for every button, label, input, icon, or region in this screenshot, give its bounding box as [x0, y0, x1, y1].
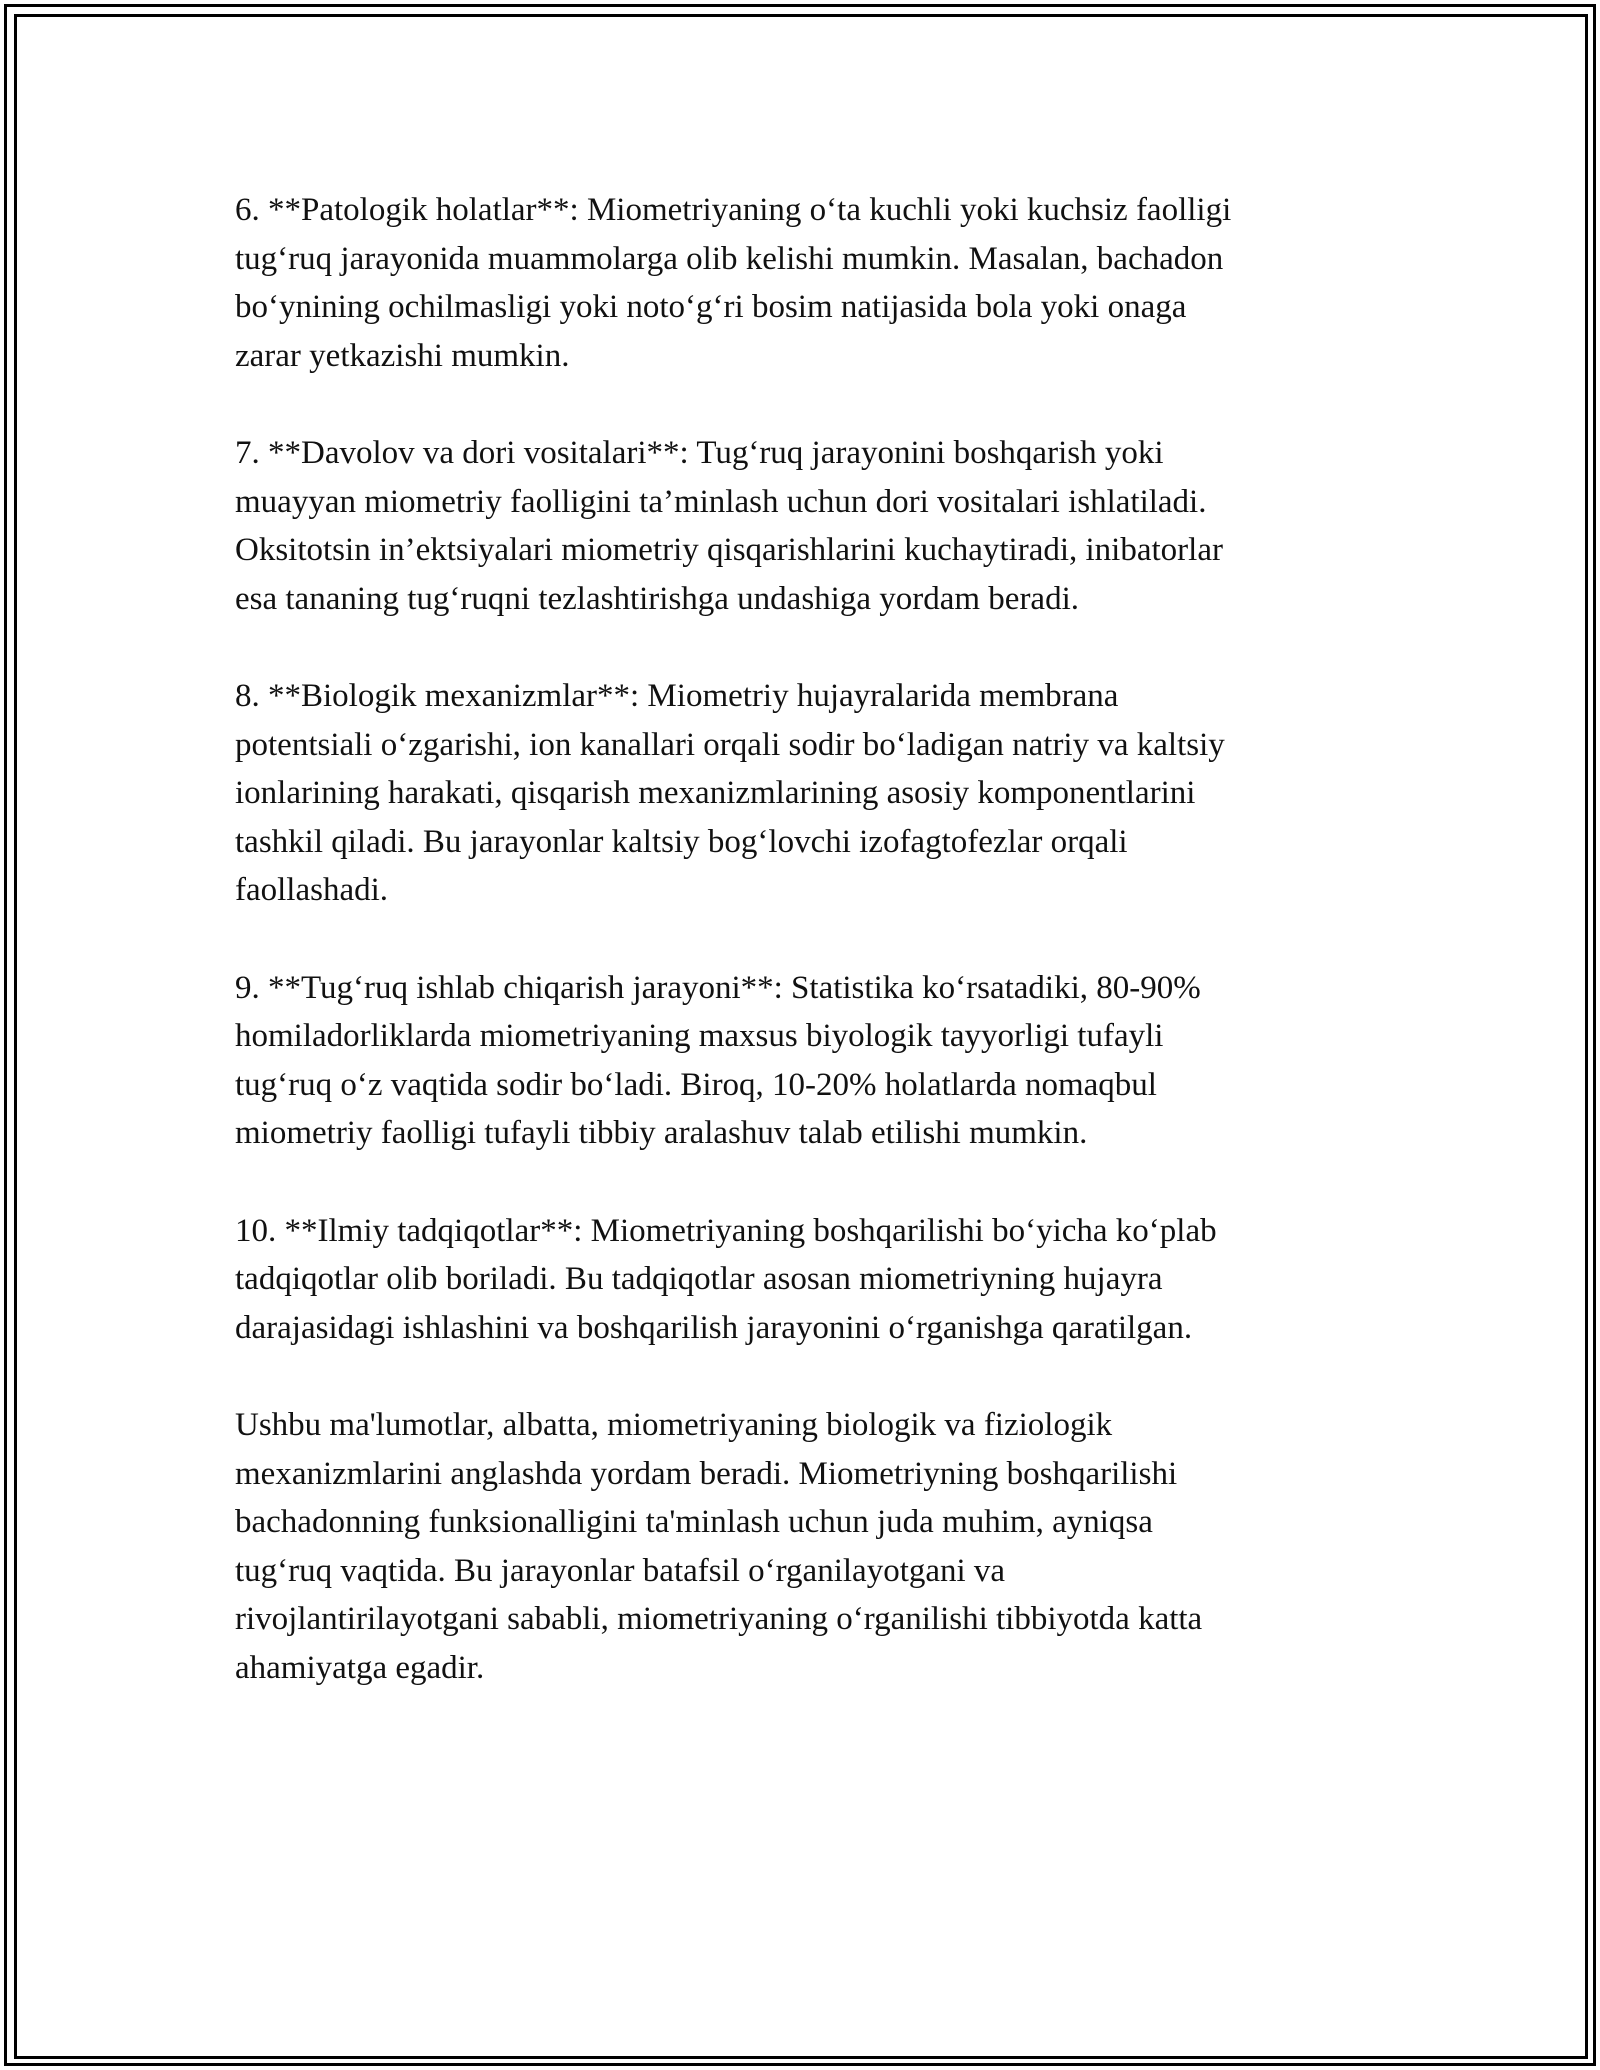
paragraph-biological-mechanisms: 8. **Biologik mexanizmlar**: Miometriy hujayralarida membrana potentsiali o‘zgarishi, ion kanallari orqali sodir bo‘ladigan natriy va kaltsiy ionlarining harakati, qisqarish mexanizmlarining asosiy komponentlarini tashkil qiladi. Bu jarayonlar kaltsiy bog‘lovchi izofagtofezlar orqali faollashadi. — [235, 678, 1225, 908]
document-body — [235, 186, 1385, 1741]
paragraph-labor-process: 9. **Tug‘ruq ishlab chiqarish jarayoni**: Statistika ko‘rsatadiki, 80-90% homiladorliklarda miometriyaning maxsus biyologik tayyorligi tufayli tug‘ruq o‘z vaqtida sodir bo‘ladi. Biroq, 10-20% holatlarda nomaqbul miometriy faolligi tufayli tibbiy aralashuv talab etilishi mumkin. — [235, 969, 1201, 1151]
paragraph-pathological-conditions: 6. **Patologik holatlar**: Miometriyaning o‘ta kuchli yoki kuchsiz faolligi tug‘ruq jarayonida muammolarga olib kelishi mumkin. Masalan, bachadon bo‘ynining ochilmasligi yoki noto‘g‘ri bosim natijasida bola yoki onaga zarar yetkazishi mumkin. — [235, 192, 1232, 374]
paragraph-treatment-medications: 7. **Davolov va dori vositalari**: Tug‘ruq jarayonini boshqarish yoki muayyan miometriy faolligini ta’minlash uchun dori vositalari ishlatiladi. Oksitotsin in’ektsiyalari miometriy qisqarishlarini kuchaytiradi, inibatorlar esa tananing tug‘ruqni tezlashtirishga undashiga yordam beradi. — [235, 435, 1223, 617]
paragraph-conclusion: Ushbu ma'lumotlar, albatta, miometriyaning biologik va fiziologik mexanizmlarini anglashda yordam beradi. Miometriyning boshqarilishi bachadonning funksionalligini ta'minlash uchun juda muhim, ayniqsa tug‘ruq vaqtida. Bu jarayonlar batafsil o‘rganilayotgani va rivojlantirilayotgani sababli, miometriyaning o‘rganilishi tibbiyotda katta ahamiyatga egadir. — [235, 1407, 1203, 1686]
paragraph-scientific-research: 10. **Ilmiy tadqiqotlar**: Miometriyaning boshqarilishi bo‘yicha ko‘plab tadqiqotlar olib boriladi. Bu tadqiqotlar asosan miometriyning hujayra darajasidagi ishlashini va boshqarilish jarayonini o‘rganishga qaratilgan. — [235, 1212, 1217, 1346]
